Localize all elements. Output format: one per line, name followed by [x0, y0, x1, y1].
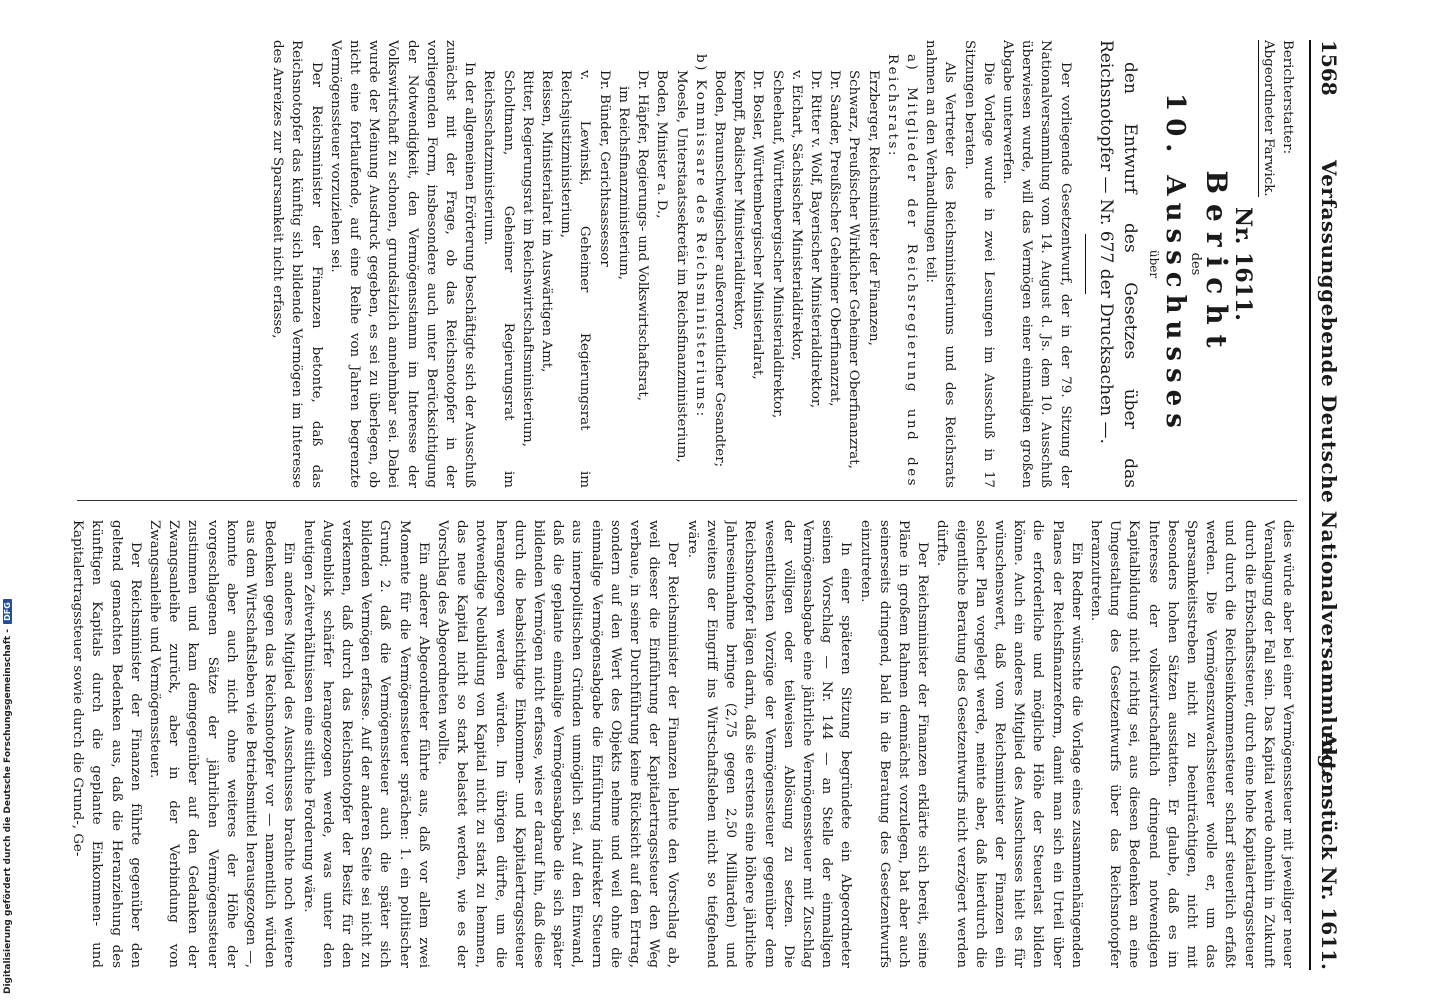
- list-item: v. Lewinski, Geheimer Regierungsrat im Reichsjustizministerium,: [558, 70, 593, 488]
- list-item: Boden, Minister a. D.,: [654, 70, 670, 219]
- list-item: Dr. Bünder, Gerichtsassessor: [596, 70, 612, 267]
- page-sheet: [30, 0, 1355, 1000]
- list-item-side-note: im Reichsfinanzministerium,: [615, 86, 631, 281]
- digitization-credit: [0, 0, 26, 1000]
- column-divider: [77, 500, 1297, 501]
- reporter-label: Berichterstatter:: [1280, 40, 1295, 155]
- list-item: Erzberger, Reichsminister der Finanzen,: [865, 70, 881, 346]
- page-number: 1568: [1317, 40, 1341, 96]
- list-item: Boden, Braunschweigischer außerordentlicher Gesandter;: [711, 70, 727, 468]
- paragraph: Der Reichsminister der Finanzen lehnte den Vorschlag ab, weil dieser die Einführung der Kapitalertragssteuer den Weg verbaue, in seiner Durchführung keine Rücksicht auf den Ertrag, sondern auf den Wert des Objekts nehme und weil ohne die einmalige Vermögensabgabe die Einführung indirekter Steuern aus innerpolitischen Gründen unmöglich sei. Auf den Einwand, daß die geplante einmalige Vermögensabgabe die sich später bildenden Vermögen nicht erfasse, wies er darauf hin, daß diese durch die beabsichtigte Einkommen- und Kapitalertragssteuer herangezogen werden würden. Im übrigen dürfte, um die notwendige Neubildung von Kapital nicht zu stark zu hemmen, das neue Kapital nicht so stark belastet werden, wie es der Vorschlag des Abgeordneten wollte.: [435, 520, 681, 968]
- list-item: v. Eichart, Sächsischer Ministerialdirektor,: [788, 70, 804, 361]
- paragraph: In der allgemeinen Erörterung beschäftigte sich der Ausschuß zunächst mit der Frage, ob das Reichsnotopfer in der vorliegenden Form, insbesondere auch unter Berücksichtigung der Notwendigkeit, den Vermögensstamm im Interesse der Volkswirtschaft zu schonen, grundsätzlich annehmbar sei. Dabei wurde der Meinung Ausdruck gegeben, es sei zu überlegen, ob nicht eine fortlaufende, auf eine Reihe von Jahren begrenzte Vermögenssteuer vorzuziehen sei.: [327, 40, 478, 488]
- list-item: Schwarz, Preußischer Wirklicher Geheimer Oberfinanzrat,: [846, 70, 862, 469]
- list-item: Scholtmann, Geheimer Regierungsrat im Reichsschatzministerium.: [481, 70, 516, 488]
- list-heading: a) Mitglieder der Reichsregierung und des Reichsrats:: [884, 54, 919, 488]
- list-item: Dr. Häpfer, Regierungs- und Volkswirtschaftsrat,: [635, 70, 651, 401]
- title-des: des: [1188, 252, 1204, 276]
- list-item: Kempff, Badischer Ministerialdirektor,: [731, 70, 747, 331]
- list-item: Dr. Ritter v. Wolf, Bayerischer Ministerialdirektor,: [807, 70, 823, 409]
- committee-title: 10. Ausschusses: [1159, 93, 1190, 435]
- reporter-name: Abgeordneter Farwick.: [1258, 40, 1278, 197]
- list-item: Dr. Sander, Preußischer Geheimer Oberfinanzrat,: [827, 70, 843, 407]
- credit-text: Digitalisierung gefördert durch die Deutsche Forschungsgemeinschaft -: [3, 629, 13, 994]
- document-number: Aktenstück Nr. 1611.: [1317, 732, 1341, 970]
- list-item: Scheehauf, Württembergischer Ministerialdirektor,: [769, 70, 785, 419]
- paragraph: Ein anderer Abgeordneter führte aus, daß vor allem zwei Momente für die Vermögenssteuer sprächen: 1. ein politischer Grund; 2. daß die Vermögenssteuer auch die später sich bildenden Vermögen erfasse. Auf der anderen Seite sei nicht zu verkennen, daß durch das Reichsnotopfer der Besitz für den Augenblick schärfer herangezogen werde, was unter den heutigen Zeitverhältnissen eine sittliche Forderung wäre.: [300, 520, 431, 968]
- paragraph: Die Vorlage wurde in zwei Lesungen im Ausschuß in 17 Sitzungen beraten.: [961, 40, 996, 488]
- paragraph: Der vorliegende Gesetzentwurf, der in der 79. Sitzung der Nationalversammlung vom 14. August d. Js. dem 10. Ausschuß überwiesen wurde, will das Vermögen einer einmaligen großen Abgabe unterwerfen.: [999, 40, 1073, 488]
- paragraph: Ein Redner wünschte die Vorlage eines zusammenhängenden Planes der Reichsfinanzreform, damit man sich ein Urteil über die erforderliche und mögliche Höhe der Steuerlast bilden könne. Auch ein anderes Mitglied des Ausschusses hielt es für wünschenswert, daß vom Reichsminister der Finanzen ein solcher Plan vorgelegt werde, meinte aber, daß hierdurch die eigentliche Beratung des Gesetzentwurfs nicht verzögert werden dürfte.: [934, 520, 1084, 968]
- list-item: Moesle, Unterstaatssekretär im Reichsfinanzministerium,: [673, 70, 689, 463]
- list-item: Reissen, Ministerialrat im Auswärtigen Amt,: [539, 70, 555, 373]
- paragraph: Der Reichsminister der Finanzen erklärte sich bereit, seine Pläne in großem Rahmen demnächst vorzulegen, bat aber auch seinerseits dringend, bald in die Beratung des Gesetzentwurfs einzutreten.: [857, 520, 931, 968]
- paragraph: Als Vertreter des Reichsministeriums und des Reichsrats nahmen an den Verhandlungen teil:: [923, 40, 958, 488]
- document-title-number: Nr. 1611.: [1229, 207, 1256, 321]
- reporter-block: [1258, 40, 1297, 488]
- report-title: Bericht: [1200, 170, 1234, 358]
- bill-subject: den Entwurf des Gesetzes über das Reichsnotopfer — Nr. 677 der Drucksachen —.: [1095, 40, 1140, 488]
- page-header: [1309, 40, 1345, 970]
- paragraph: Der Reichsminister der Finanzen führte gegenüber den geltend gemachten Bedenken aus, daß die Heranziehung des künftigen Kapitals durch die geplante Einkommen- und Kapitalertragssteuer sowie durch die Grund-, Ge-: [70, 520, 143, 968]
- dfg-logo: DFG: [3, 599, 12, 624]
- right-column: [47, 520, 1297, 968]
- page-title: Verfassunggebende Deutsche Nationalversammlung.: [1317, 160, 1341, 777]
- paragraph: Ein anderes Mitglied des Ausschusses brachte noch weitere Bedenken gegen das Reichsnotopfer vor — namentlich würden aus dem Wirtschaftsleben viele Betriebsmittel herausgezogen —, konnte aber auch nicht ohne weiteres der Höhe der vorgeschlagenen Sätze der jährlichen Vermögenssteuer zustimmen und kam demgegenüber auf den Gedanken der Zwangsanleihe zurück, aber in der Verbindung von Zwangsanleihe und Vermögenssteuer.: [147, 520, 297, 968]
- title-ueber: über: [1146, 249, 1161, 279]
- list-item: Dr. Bosler, Württembergischer Ministerialrat,: [750, 70, 766, 380]
- title-rule: [1085, 234, 1086, 294]
- list-heading: b) Kommissare des Reichsministeriums:: [692, 54, 708, 419]
- list-item: Ritter, Regierungsrat im Reichswirtschaftsministerium,: [519, 70, 535, 447]
- paragraph: dies würde aber bei einer Vermögenssteuer mit jeweiliger neuer Veranlagung der Fall sein. Das Kapital werde ohnehin in Zukunft durch die Erbschaftssteuer, durch eine hohe Kapitalertragssteuer und durch die Reichseinkommensteuer scharf steuerlich erfaßt werden. Die Vermögenszuwachssteuer wolle er, um das Sparsamkeitsstreben nicht zu beeinträchtigen, nicht mit besonders hohen Sätzen ausstatten. Er glaube, daß es im Interesse der volkswirtschaftlich dringend notwendigen Kapitalbildung nicht richtig sei, aus diesen Bedenken an eine Umgestaltung des Gesetzentwurfs über das Reichsnotopfer heranzutreten.: [1087, 520, 1295, 968]
- paragraph: In einer späteren Sitzung begründete ein Abgeordneter seinen Vorschlag — Nr. 144 — an Stelle der einmaligen Vermögensabgabe eine jährliche Vermögenssteuer mit Zuschlag der völligen oder teilweisen Ablösung zu setzen. Die wesentlichsten Vorzüge der Vermögenssteuer gegenüber dem Reichsnotopfer lägen darin, daß sie erstens eine höhere jährliche Jahreseinnahme bringe (2,75 gegen 2,50 Milliarden) und zweitens der Eingriff ins Wirtschaftsleben nicht so tiefgehend wäre.: [684, 520, 854, 968]
- left-column: [47, 40, 1297, 488]
- paragraph: Der Reichsminister der Finanzen betonte, daß das Reichsnotopfer das künftig sich bildende Vermögen im Interesse des Anreizes zur Sparsamkeit nicht erfasse,: [270, 40, 324, 488]
